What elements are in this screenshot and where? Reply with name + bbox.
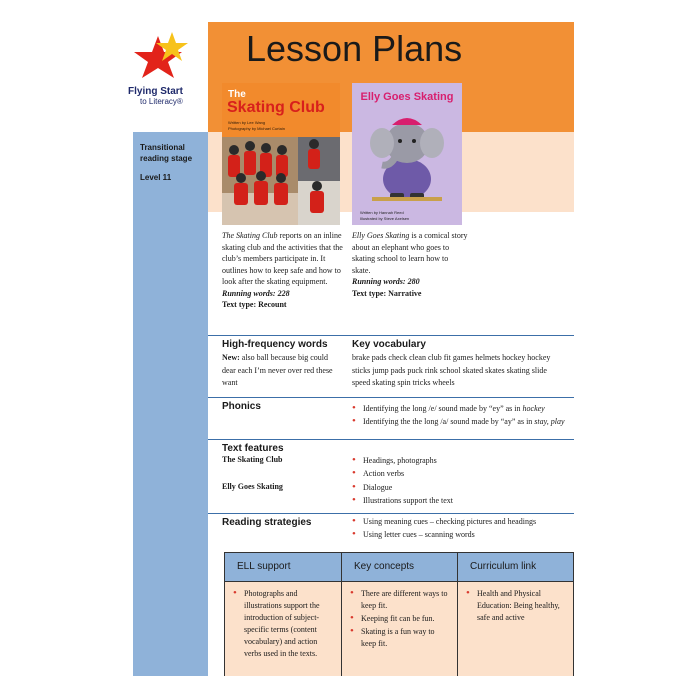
desc-title: The Skating Club <box>222 231 278 240</box>
table-cell-key-concepts <box>342 581 458 676</box>
divider <box>208 397 574 398</box>
book-description-skating-club <box>222 230 344 311</box>
high-frequency-list: also ball because big could dear each I’m never over red these want <box>222 353 333 387</box>
table-header-curriculum: Curriculum link <box>458 553 573 581</box>
desc-title: Elly Goes Skating <box>352 231 410 240</box>
logo-text-line2: to Literacy® <box>140 97 183 106</box>
reading-stage-label: Transitional reading stage <box>140 143 193 163</box>
text-type: Text type: Recount <box>222 300 287 309</box>
table-header-key-concepts: Key concepts <box>342 553 458 581</box>
table-header-ell: ELL support <box>225 553 342 581</box>
cover-title-small: The <box>228 89 246 100</box>
list-item: • Using letter cues – scanning words <box>352 529 574 541</box>
running-words: Running words: 228 <box>222 288 290 298</box>
page-title: Lesson Plans <box>246 28 463 69</box>
desc-text: reports on an inline skating club and the activities that the club’s members participate in. It outlines how to keep safe and how to look after the skating equipment. <box>222 231 343 286</box>
key-vocabulary-words: brake pads check clean club fit games helmets hockey hockey sticks jump pads puck rink school skated skates skating slide speed skating spin tricks wheels <box>352 353 551 387</box>
elephant-illustration <box>352 107 462 207</box>
text-features-heading: Text features <box>222 443 284 454</box>
cover-title-main: Skating Club <box>227 99 325 116</box>
text-features-book2: Elly Goes Skating <box>222 482 283 491</box>
list-item: • Identifying the the long /a/ sound made by “ay” as in stay, play <box>352 416 574 428</box>
flying-start-logo <box>128 30 208 120</box>
cover-credit-illustrator: Illustrated by Steve Axelsen <box>360 216 410 221</box>
reading-strategies-list <box>352 516 574 542</box>
running-words: Running words: 280 <box>352 277 420 286</box>
text-features-list-2 <box>352 482 552 508</box>
list-item: • Skating is a fun way to keep fit. <box>350 626 448 650</box>
divider <box>208 513 574 514</box>
curriculum-list <box>466 588 566 625</box>
text-features-list-1 <box>352 455 552 481</box>
list-item: • Photographs and illustrations support the introduction of subject-specific terms (content vocabulary) and action verbs used in the texts. <box>233 588 327 660</box>
table-cell-ell <box>225 581 342 676</box>
high-frequency-words <box>222 352 340 390</box>
new-label: New: <box>222 353 240 362</box>
cover-credit-author: Written by Hannah Reed <box>360 210 404 215</box>
support-table <box>224 552 574 676</box>
key-concepts-list <box>350 588 448 651</box>
logo-text-line1: Flying Start <box>128 86 184 97</box>
text-features-book1: The Skating Club <box>222 455 283 464</box>
list-item: • There are different ways to keep fit. <box>350 588 448 612</box>
book-cover-skating-club <box>222 83 340 225</box>
text-type: Text type: Narrative <box>352 288 422 298</box>
phonics-heading: Phonics <box>222 401 261 412</box>
list-item: • Keeping fit can be fun. <box>350 613 448 625</box>
skating-club-photo <box>222 137 340 225</box>
table-cell-curriculum <box>458 581 573 676</box>
key-vocabulary-heading: Key vocabulary <box>352 339 426 350</box>
list-item: • Health and Physical Education: Being healthy, safe and active <box>466 588 566 624</box>
reading-strategies-heading: Reading strategies <box>222 517 312 528</box>
high-frequency-heading: High-frequency words <box>222 339 328 350</box>
ell-list <box>233 588 327 661</box>
level-label: Level 11 <box>140 173 172 182</box>
cover-credit-photography: Photography by Michael Curtain <box>228 126 285 131</box>
divider <box>208 439 574 440</box>
list-item: • Dialogue <box>352 482 552 494</box>
book-cover-elly-goes-skating <box>352 83 462 225</box>
list-item: • Action verbs <box>352 468 552 480</box>
list-item: • Using meaning cues – checking pictures and headings <box>352 516 574 528</box>
list-item: • Headings, photographs <box>352 455 552 467</box>
book-description-elly <box>352 230 468 299</box>
list-item: • Identifying the long /e/ sound made by “ey” as in hockey <box>352 403 574 415</box>
cover-credit-author: Written by Lee Wang <box>228 120 266 125</box>
desc-text: is a comical story about an elephant who goes to skating school to learn how to skate. <box>352 231 468 275</box>
list-item: • Illustrations support the text <box>352 495 552 507</box>
sidebar <box>133 132 208 676</box>
divider <box>208 335 574 336</box>
phonics-list <box>352 403 574 429</box>
cover-title: Elly Goes Skating <box>360 91 454 103</box>
